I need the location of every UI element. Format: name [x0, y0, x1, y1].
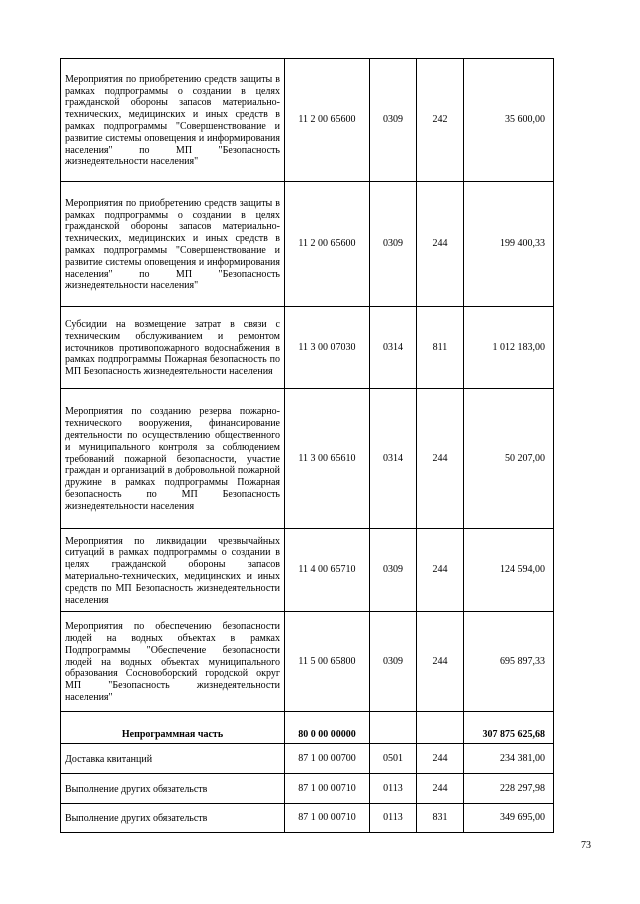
- row-amount: 50 207,00: [464, 389, 554, 529]
- row-name: Доставка квитанций: [61, 744, 285, 774]
- row-section: 0501: [370, 744, 417, 774]
- row-amount: 228 297,98: [464, 774, 554, 804]
- row-amount: 234 381,00: [464, 744, 554, 774]
- row-amount: 124 594,00: [464, 529, 554, 612]
- table-row: [61, 389, 554, 529]
- page-number: 73: [581, 840, 591, 851]
- table-row: [61, 774, 554, 804]
- row-code: 80 0 00 00000: [285, 712, 370, 744]
- row-type: 244: [417, 389, 464, 529]
- row-section: 0314: [370, 307, 417, 389]
- row-code: 87 1 00 00710: [285, 774, 370, 804]
- row-type: 244: [417, 774, 464, 804]
- row-section: 0113: [370, 774, 417, 804]
- row-type: 244: [417, 744, 464, 774]
- row-type: [417, 712, 464, 744]
- row-name: Мероприятия по ликвидации чрезвычайных ситуаций в рамках подпрограммы о создании в целях гражданской обороны запасов материально-технических, медицинских и иных средств по МП Безопасность жизнедеятельности населения: [61, 529, 285, 612]
- row-amount: 199 400,33: [464, 182, 554, 307]
- row-amount: 307 875 625,68: [464, 712, 554, 744]
- row-type: 244: [417, 612, 464, 712]
- row-amount: 35 600,00: [464, 59, 554, 182]
- row-type: 811: [417, 307, 464, 389]
- section-row-nonprogram: [61, 712, 554, 744]
- row-section: 0309: [370, 612, 417, 712]
- row-code: 11 3 00 07030: [285, 307, 370, 389]
- row-code: 11 3 00 65610: [285, 389, 370, 529]
- row-name: Мероприятия по приобретению средств защиты в рамках подпрограммы о создании в целях гражданской обороны запасов материально-технических, медицинских и иных средств в рамках подпрограммы "Совершенствование и развитие системы оповещения и информирования населения" по МП "Безопасность жизнедеятельности населения": [61, 59, 285, 182]
- row-section: 0309: [370, 529, 417, 612]
- budget-table: [60, 58, 554, 833]
- row-name: Непрограммная часть: [61, 712, 285, 744]
- row-name: Выполнение других обязательств: [61, 804, 285, 833]
- row-name: Мероприятия по обеспечению безопасности людей на водных объектах в рамках Подпрограммы "Обеспечение безопасности людей на водных объектах муниципального образования Сосновоборский городской округ МП "Безопасность жизнедеятельности населения": [61, 612, 285, 712]
- row-section: 0309: [370, 59, 417, 182]
- row-name: Субсидии на возмещение затрат в связи с техническим обслуживанием и ремонтом источников противопожарного водоснабжения в рамках подпрограммы Пожарная безопасность по МП Безопасность жизнедеятельности населения: [61, 307, 285, 389]
- row-amount: 349 695,00: [464, 804, 554, 833]
- row-type: 831: [417, 804, 464, 833]
- table-row: [61, 307, 554, 389]
- row-code: 87 1 00 00700: [285, 744, 370, 774]
- row-name: Выполнение других обязательств: [61, 774, 285, 804]
- table-row: [61, 612, 554, 712]
- row-section: [370, 712, 417, 744]
- row-code: 11 4 00 65710: [285, 529, 370, 612]
- table-row: [61, 182, 554, 307]
- row-amount: 1 012 183,00: [464, 307, 554, 389]
- row-section: 0113: [370, 804, 417, 833]
- row-section: 0314: [370, 389, 417, 529]
- row-type: 244: [417, 529, 464, 612]
- row-type: 242: [417, 59, 464, 182]
- table-row: [61, 804, 554, 833]
- row-code: 11 2 00 65600: [285, 59, 370, 182]
- row-section: 0309: [370, 182, 417, 307]
- row-type: 244: [417, 182, 464, 307]
- row-name: Мероприятия по созданию резерва пожарно-технического вооружения, финансирование деятельности по осуществлению общественного и муниципального контроля за соблюдением требований пожарной безопасности, участие граждан и организаций в добровольной пожарной дружине в рамках подпрограммы Пожарная безопасность по МП Безопасность жизнедеятельности населения: [61, 389, 285, 529]
- table-row: [61, 59, 554, 182]
- table-row: [61, 529, 554, 612]
- row-code: 11 5 00 65800: [285, 612, 370, 712]
- row-code: 87 1 00 00710: [285, 804, 370, 833]
- row-amount: 695 897,33: [464, 612, 554, 712]
- table-row: [61, 744, 554, 774]
- row-code: 11 2 00 65600: [285, 182, 370, 307]
- row-name: Мероприятия по приобретению средств защиты в рамках подпрограммы о создании в целях гражданской обороны запасов материально-технических, медицинских и иных средств в рамках подпрограммы "Совершенствование и развитие системы оповещения и информирования населения" по МП "Безопасность жизнедеятельности населения": [61, 182, 285, 307]
